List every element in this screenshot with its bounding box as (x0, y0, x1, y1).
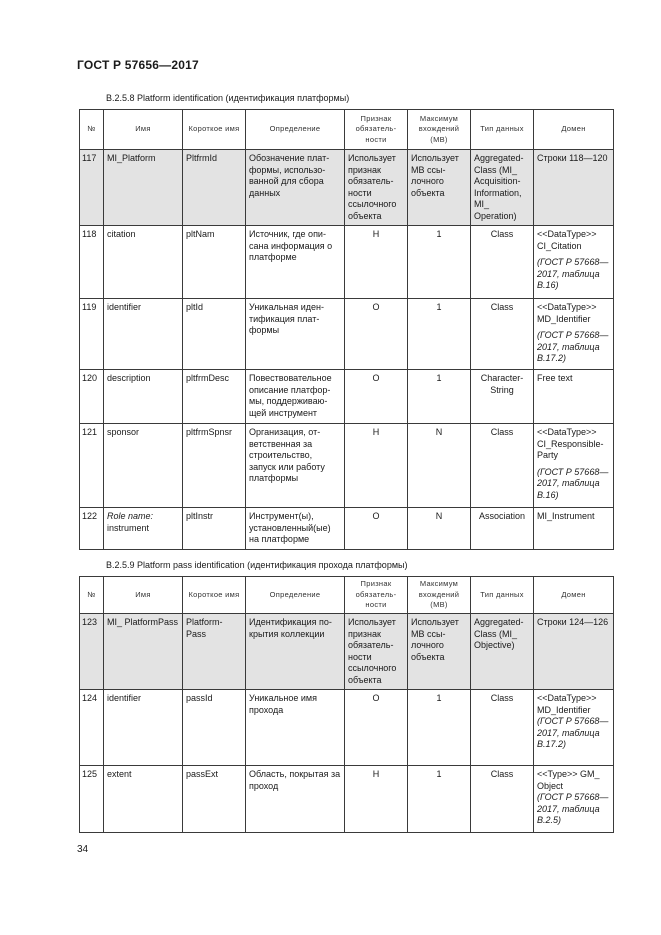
row-domain (534, 690, 614, 766)
col-header-short-name: Короткое имя (183, 110, 246, 150)
row-definition: Источник, где опи-сана информация о платформе (246, 226, 345, 299)
row-number: 120 (80, 370, 104, 424)
table-row (80, 226, 614, 299)
row-obligation: Использует признак обязатель-ности ссылочного объекта (345, 150, 408, 226)
col-header-name: Имя (104, 110, 183, 150)
row-number: 119 (80, 299, 104, 370)
domain-type: <<DataType>> MD_Identifier (537, 302, 597, 324)
row-obligation: О (345, 370, 408, 424)
table-row (80, 424, 614, 508)
domain-reference: (ГОСТ Р 57668—2017, таблица B.17.2) (537, 716, 609, 749)
row-max-occurrence: Использует МВ ссы-лочного объекта (408, 150, 471, 226)
row-domain (534, 766, 614, 833)
row-name: identifier (104, 690, 183, 766)
row-definition: Идентификация по-крытия коллекции (246, 614, 345, 690)
section-caption-platform-pass: B.2.5.9 Platform pass identification (идентификация прохода платформы) (106, 560, 408, 570)
table-row (80, 690, 614, 766)
row-number: 118 (80, 226, 104, 299)
row-short-name: pltId (183, 299, 246, 370)
row-name: MI_ PlatformPass (104, 614, 183, 690)
col-header-obligation: Признак обязатель-ности (345, 577, 408, 614)
row-short-name: passId (183, 690, 246, 766)
table-row (80, 150, 614, 226)
role-name-label: Role name: (107, 511, 154, 521)
row-obligation: Н (345, 424, 408, 508)
page-number: 34 (77, 844, 89, 855)
row-max-occurrence: Использует МВ ссы-лочного объекта (408, 614, 471, 690)
row-obligation: О (345, 690, 408, 766)
row-domain: Строки 118—120 (534, 150, 614, 226)
row-domain: MI_Instrument (534, 508, 614, 550)
row-definition: Уникальная иден-тификация плат-формы (246, 299, 345, 370)
row-data-type: Class (471, 766, 534, 833)
col-header-number: № (80, 110, 104, 150)
row-domain (534, 424, 614, 508)
row-data-type: Aggregated-Class (MI_ Objective) (471, 614, 534, 690)
col-header-name: Имя (104, 577, 183, 614)
row-number: 124 (80, 690, 104, 766)
col-header-data-type: Тип данных (471, 577, 534, 614)
row-definition: Уникальное имя прохода (246, 690, 345, 766)
domain-reference: (ГОСТ Р 57668—2017, таблица B.16) (537, 466, 609, 500)
domain-reference: (ГОСТ Р 57668—2017, таблица B.2.5) (537, 792, 609, 825)
row-domain: Строки 124—126 (534, 614, 614, 690)
row-number: 123 (80, 614, 104, 690)
domain-type: <<DataType>> MD_Identifier (537, 693, 597, 715)
domain-reference: (ГОСТ Р 57668—2017, таблица B.17.2) (537, 330, 609, 363)
domain-type: <<DataType>> CI_Responsible-Party (537, 427, 604, 460)
row-short-name: pltfrmSpnsr (183, 424, 246, 508)
col-header-data-type: Тип данных (471, 110, 534, 150)
platform-pass-table (79, 576, 614, 833)
role-name-value: instrument (107, 522, 150, 533)
row-obligation: О (345, 299, 408, 370)
table-header-row (80, 110, 614, 150)
row-short-name: PltfrmId (183, 150, 246, 226)
row-definition: Организация, от-ветственная за строительство, запуск или работу платформы (246, 424, 345, 508)
col-header-definition: Определение (246, 110, 345, 150)
row-data-type: Association (471, 508, 534, 550)
row-number: 125 (80, 766, 104, 833)
row-name: MI_Platform (104, 150, 183, 226)
row-domain (534, 226, 614, 299)
row-obligation: Н (345, 226, 408, 299)
row-name: citation (104, 226, 183, 299)
row-data-type: Character-String (471, 370, 534, 424)
col-header-max-occurrence: Максимум вхождений (МВ) (408, 577, 471, 614)
row-max-occurrence: N (408, 424, 471, 508)
row-name (104, 508, 183, 550)
row-data-type: Class (471, 299, 534, 370)
col-header-short-name: Короткое имя (183, 577, 246, 614)
col-header-obligation: Признак обязатель-ности (345, 110, 408, 150)
row-max-occurrence: 1 (408, 370, 471, 424)
row-data-type: Class (471, 690, 534, 766)
row-data-type: Class (471, 424, 534, 508)
row-max-occurrence: 1 (408, 690, 471, 766)
row-name: description (104, 370, 183, 424)
row-number: 122 (80, 508, 104, 550)
standard-designation: ГОСТ Р 57656—2017 (77, 58, 199, 72)
row-obligation: Использует признак обязатель-ности ссылочного объекта (345, 614, 408, 690)
row-data-type: Class (471, 226, 534, 299)
row-short-name: passExt (183, 766, 246, 833)
platform-identification-table (79, 109, 614, 550)
table-row (80, 299, 614, 370)
table-row (80, 614, 614, 690)
row-short-name: Platform-Pass (183, 614, 246, 690)
section-caption-platform-identification: B.2.5.8 Platform identification (идентификация платформы) (106, 93, 350, 103)
row-definition: Область, покрытая за проход (246, 766, 345, 833)
table-row (80, 766, 614, 833)
row-domain (534, 299, 614, 370)
table-row (80, 370, 614, 424)
col-header-definition: Определение (246, 577, 345, 614)
domain-type: <<Type>> GM_ Object (537, 769, 600, 791)
table-header-row (80, 577, 614, 614)
row-data-type: Aggregated-Class (MI_ Acquisition-Information, MI_ Operation) (471, 150, 534, 226)
row-name: sponsor (104, 424, 183, 508)
domain-type: <<DataType>> CI_Citation (537, 229, 597, 251)
col-header-number: № (80, 577, 104, 614)
row-short-name: pltInstr (183, 508, 246, 550)
row-obligation: О (345, 508, 408, 550)
col-header-domain: Домен (534, 577, 614, 614)
domain-reference: (ГОСТ Р 57668—2017, таблица B.16) (537, 257, 609, 290)
col-header-domain: Домен (534, 110, 614, 150)
row-definition: Инструмент(ы), установленный(ые) на платформе (246, 508, 345, 550)
row-domain: Free text (534, 370, 614, 424)
row-max-occurrence: 1 (408, 766, 471, 833)
row-obligation: Н (345, 766, 408, 833)
row-short-name: pltNam (183, 226, 246, 299)
row-definition: Обозначение плат-формы, использо-ванной для сбора данных (246, 150, 345, 226)
row-max-occurrence: 1 (408, 226, 471, 299)
row-max-occurrence: N (408, 508, 471, 550)
row-name: identifier (104, 299, 183, 370)
row-max-occurrence: 1 (408, 299, 471, 370)
row-number: 121 (80, 424, 104, 508)
row-number: 117 (80, 150, 104, 226)
col-header-max-occurrence: Максимум вхождений (МВ) (408, 110, 471, 150)
table-row (80, 508, 614, 550)
row-definition: Повествовательное описание платфор-мы, поддерживаю-щей инструмент (246, 370, 345, 424)
row-short-name: pltfrmDesc (183, 370, 246, 424)
row-name: extent (104, 766, 183, 833)
